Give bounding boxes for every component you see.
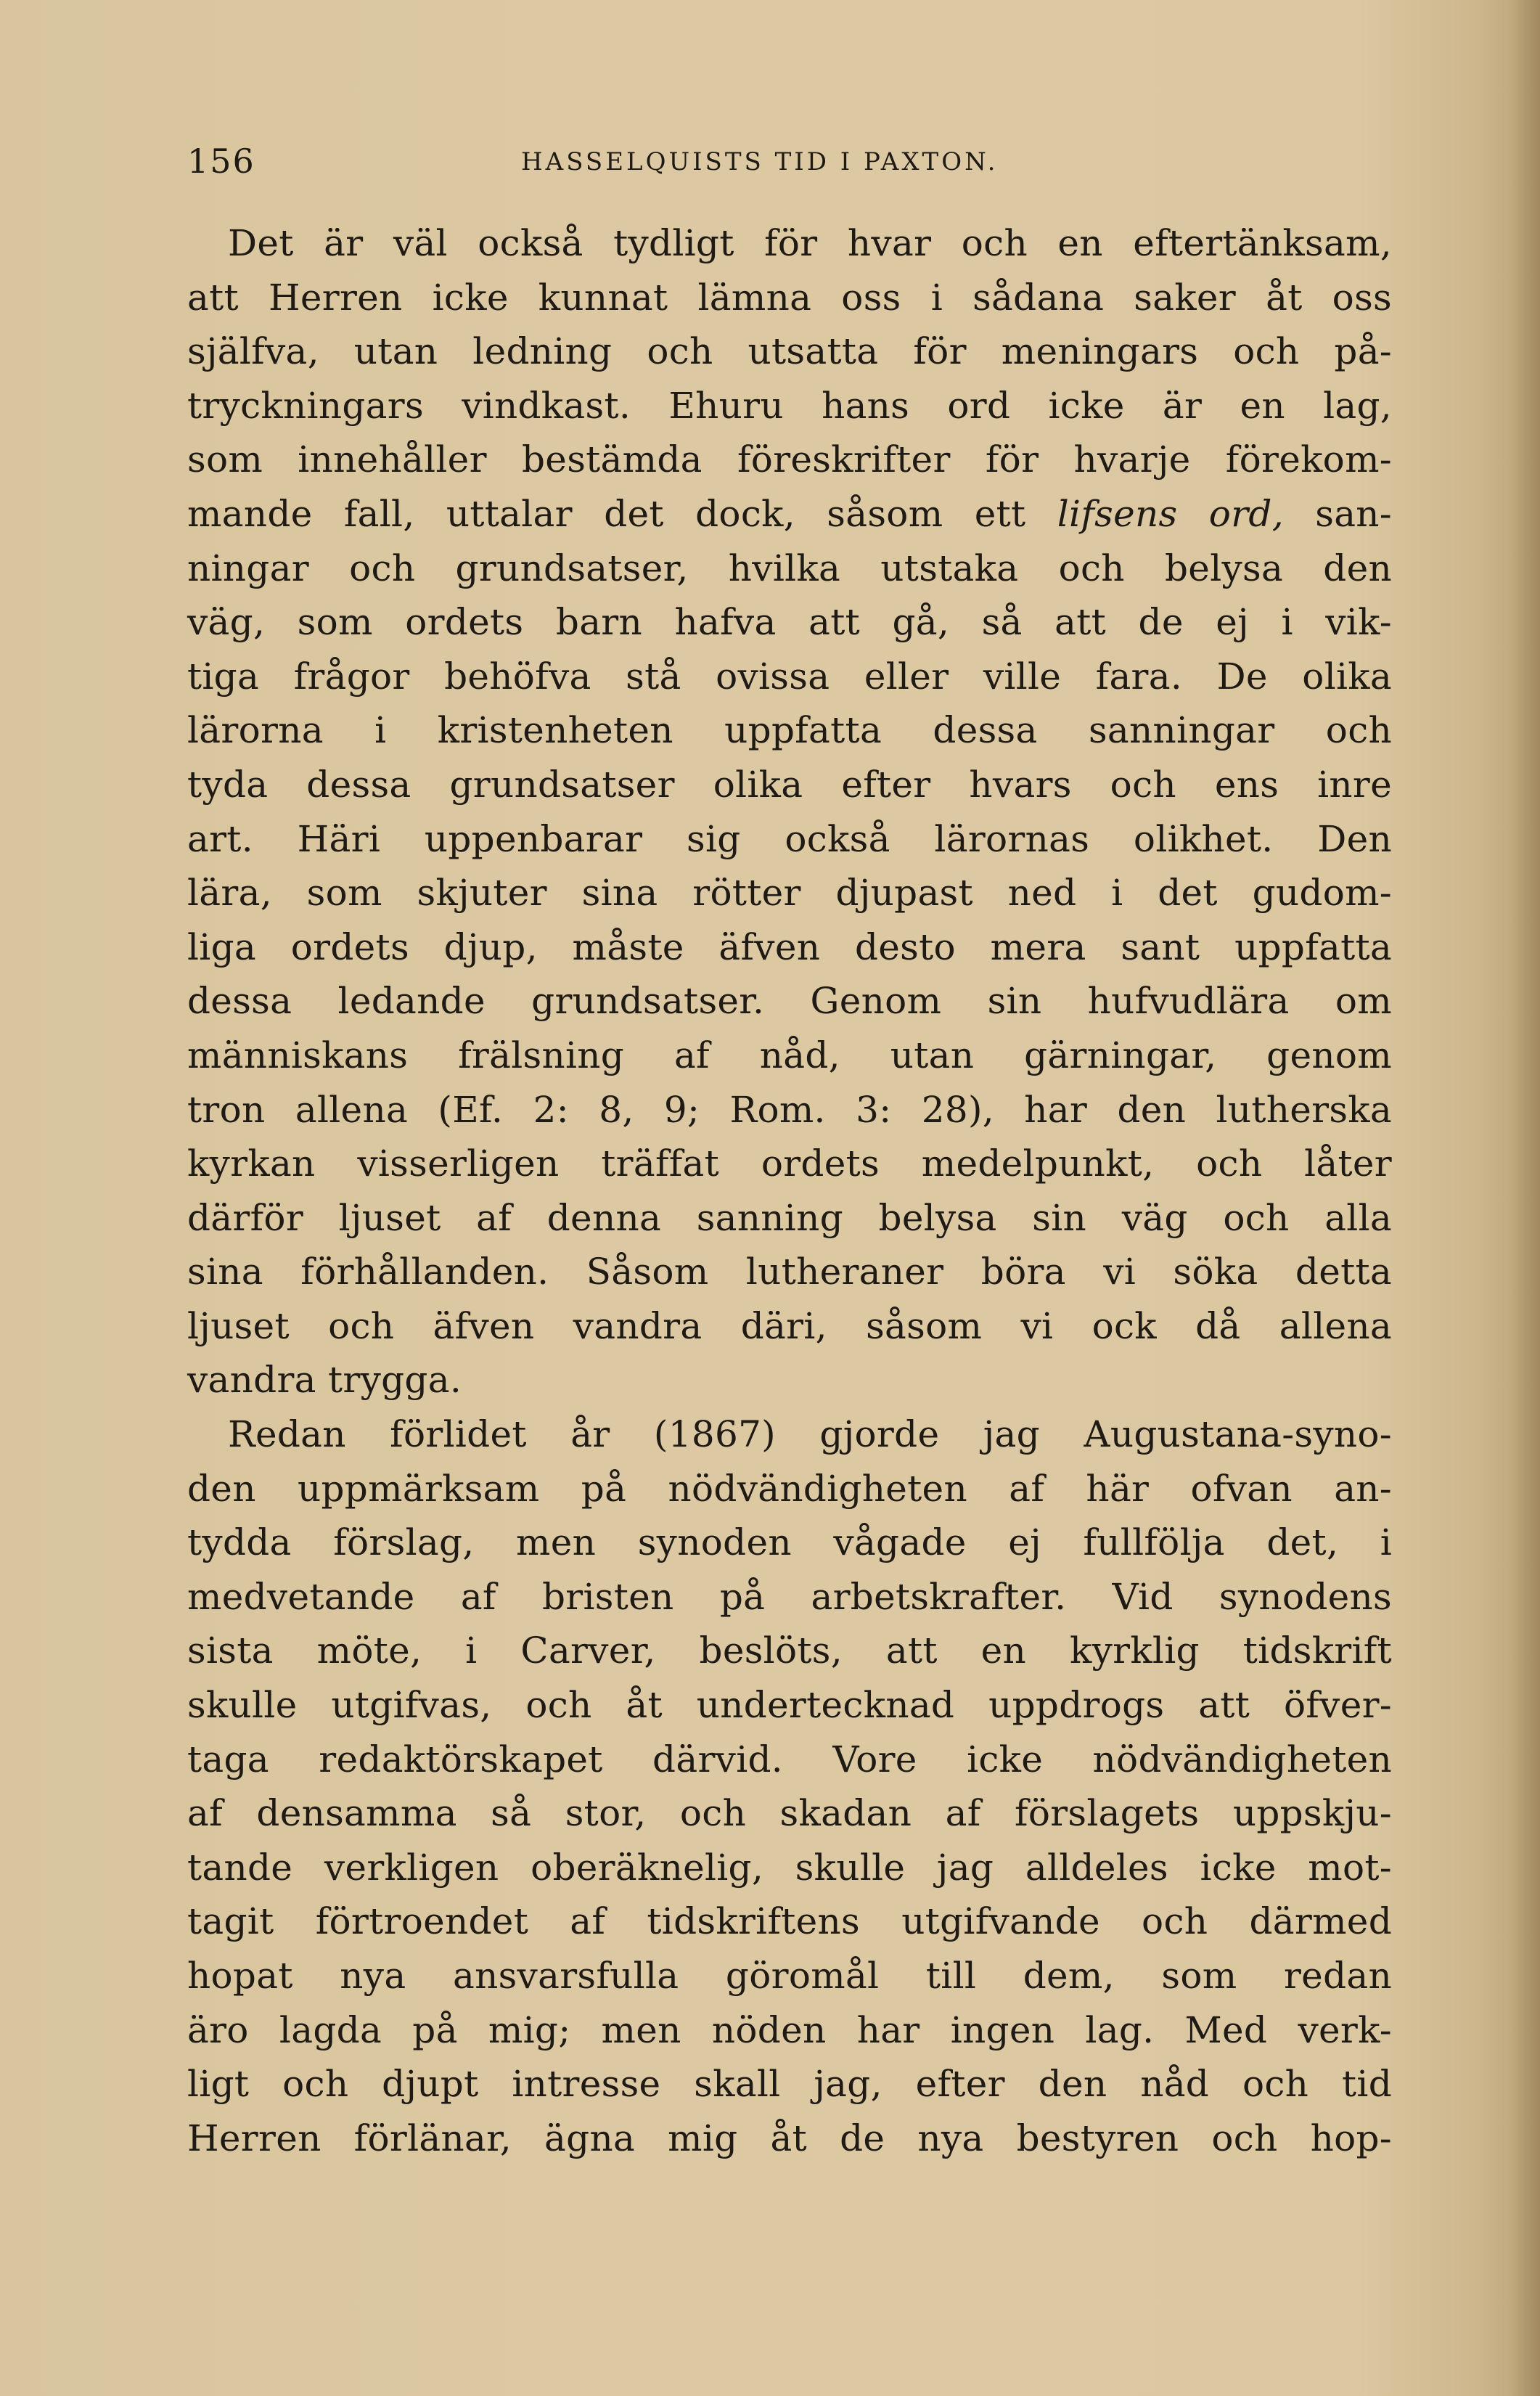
text-line: tagit förtroendet af tidskriftens utgifvande och därmed — [187, 1900, 1392, 1943]
text-line: äro lagda på mig; men nöden har ingen lag. Med verk- — [187, 2008, 1392, 2051]
text-line: vandra trygga. — [187, 1359, 462, 1402]
page-edge-shadow — [1511, 0, 1540, 2396]
text-line-segment: mande fall, uttalar det dock, såsom ett — [187, 492, 1026, 535]
text-line: skulle utgifvas, och åt undertecknad uppdrogs att öfver- — [187, 1684, 1392, 1727]
text-line: människans frälsning af nåd, utan gärningar, genom — [187, 1034, 1392, 1076]
text-line: sista möte, i Carver, beslöts, att en kyrklig tidskrift — [187, 1630, 1392, 1672]
text-line: därför ljuset af denna sanning belysa sin väg och alla — [187, 1196, 1392, 1239]
text-line: Redan förlidet år (1867) gjorde jag Augustana-syno- — [228, 1413, 1392, 1456]
paragraph-2 — [187, 1407, 1392, 2165]
text-line: taga redaktörskapet därvid. Vore icke nödvändigheten — [187, 1738, 1392, 1780]
text-line: som innehåller bestämda föreskrifter för hvarje förekom- — [187, 438, 1392, 481]
text-line: tryckningars vindkast. Ehuru hans ord icke är en lag, — [187, 384, 1392, 427]
text-line: tyda dessa grundsatser olika efter hvars och ens inre — [187, 763, 1392, 806]
text-line: tron allena (Ef. 2: 8, 9; Rom. 3: 28), har den lutherska — [187, 1088, 1392, 1131]
page-number: 156 — [187, 142, 255, 181]
text-line: Det är väl också tydligt för hvar och en eftertänksam, — [228, 222, 1392, 264]
text-line: liga ordets djup, måste äfven desto mera sant uppfatta — [187, 925, 1392, 968]
page-header — [187, 142, 1392, 192]
text-line: af densamma så stor, och skadan af förslagets uppskju- — [187, 1792, 1392, 1835]
text-line: den uppmärksam på nödvändigheten af här ofvan an- — [187, 1467, 1392, 1510]
text-line: hopat nya ansvarsfulla göromål till dem, som redan — [187, 1955, 1392, 1997]
text-line: tydda förslag, men synoden vågade ej fullfölja det, i — [187, 1521, 1392, 1564]
text-line-segment: san- — [1315, 492, 1392, 535]
text-line: tiga frågor behöfva stå ovissa eller ville fara. De olika — [187, 655, 1392, 698]
paragraph-1 — [187, 216, 1392, 1407]
text-line: ningar och grundsatser, hvilka utstaka och belysa den — [187, 547, 1392, 589]
text-line: väg, som ordets barn hafva att gå, så att de ej i vik- — [187, 601, 1392, 644]
text-line: lära, som skjuter sina rötter djupast ned i det gudom- — [187, 872, 1392, 915]
body-text — [187, 216, 1392, 2165]
italic-phrase: lifsens ord, — [1057, 492, 1284, 535]
text-line: sina förhållanden. Såsom lutheraner böra vi söka detta — [187, 1251, 1392, 1293]
text-line: medvetande af bristen på arbetskrafter. Vid synodens — [187, 1575, 1392, 1618]
text-line: art. Häri uppenbarar sig också lärornas olikhet. Den — [187, 817, 1392, 860]
text-line-with-italic — [187, 487, 1392, 541]
text-line: tande verkligen oberäknelig, skulle jag alldeles icke mot- — [187, 1846, 1392, 1889]
text-line: Herren förlänar, ägna mig åt de nya bestyren och hop- — [187, 2117, 1392, 2159]
running-title: HASSELQUISTS TID I PAXTON. — [521, 147, 999, 176]
text-line: ligt och djupt intresse skall jag, efter den nåd och tid — [187, 2063, 1392, 2106]
text-line: lärorna i kristenheten uppfatta dessa sanningar och — [187, 709, 1392, 752]
text-line: kyrkan visserligen träffat ordets medelpunkt, och låter — [187, 1142, 1392, 1185]
text-line: själfva, utan ledning och utsatta för meningars och på- — [187, 330, 1392, 373]
text-line: dessa ledande grundsatser. Genom sin hufvudlära om — [187, 980, 1392, 1023]
text-line: ljuset och äfven vandra däri, såsom vi ock då allena — [187, 1304, 1392, 1347]
text-line: att Herren icke kunnat lämna oss i sådana saker åt oss — [187, 276, 1392, 319]
